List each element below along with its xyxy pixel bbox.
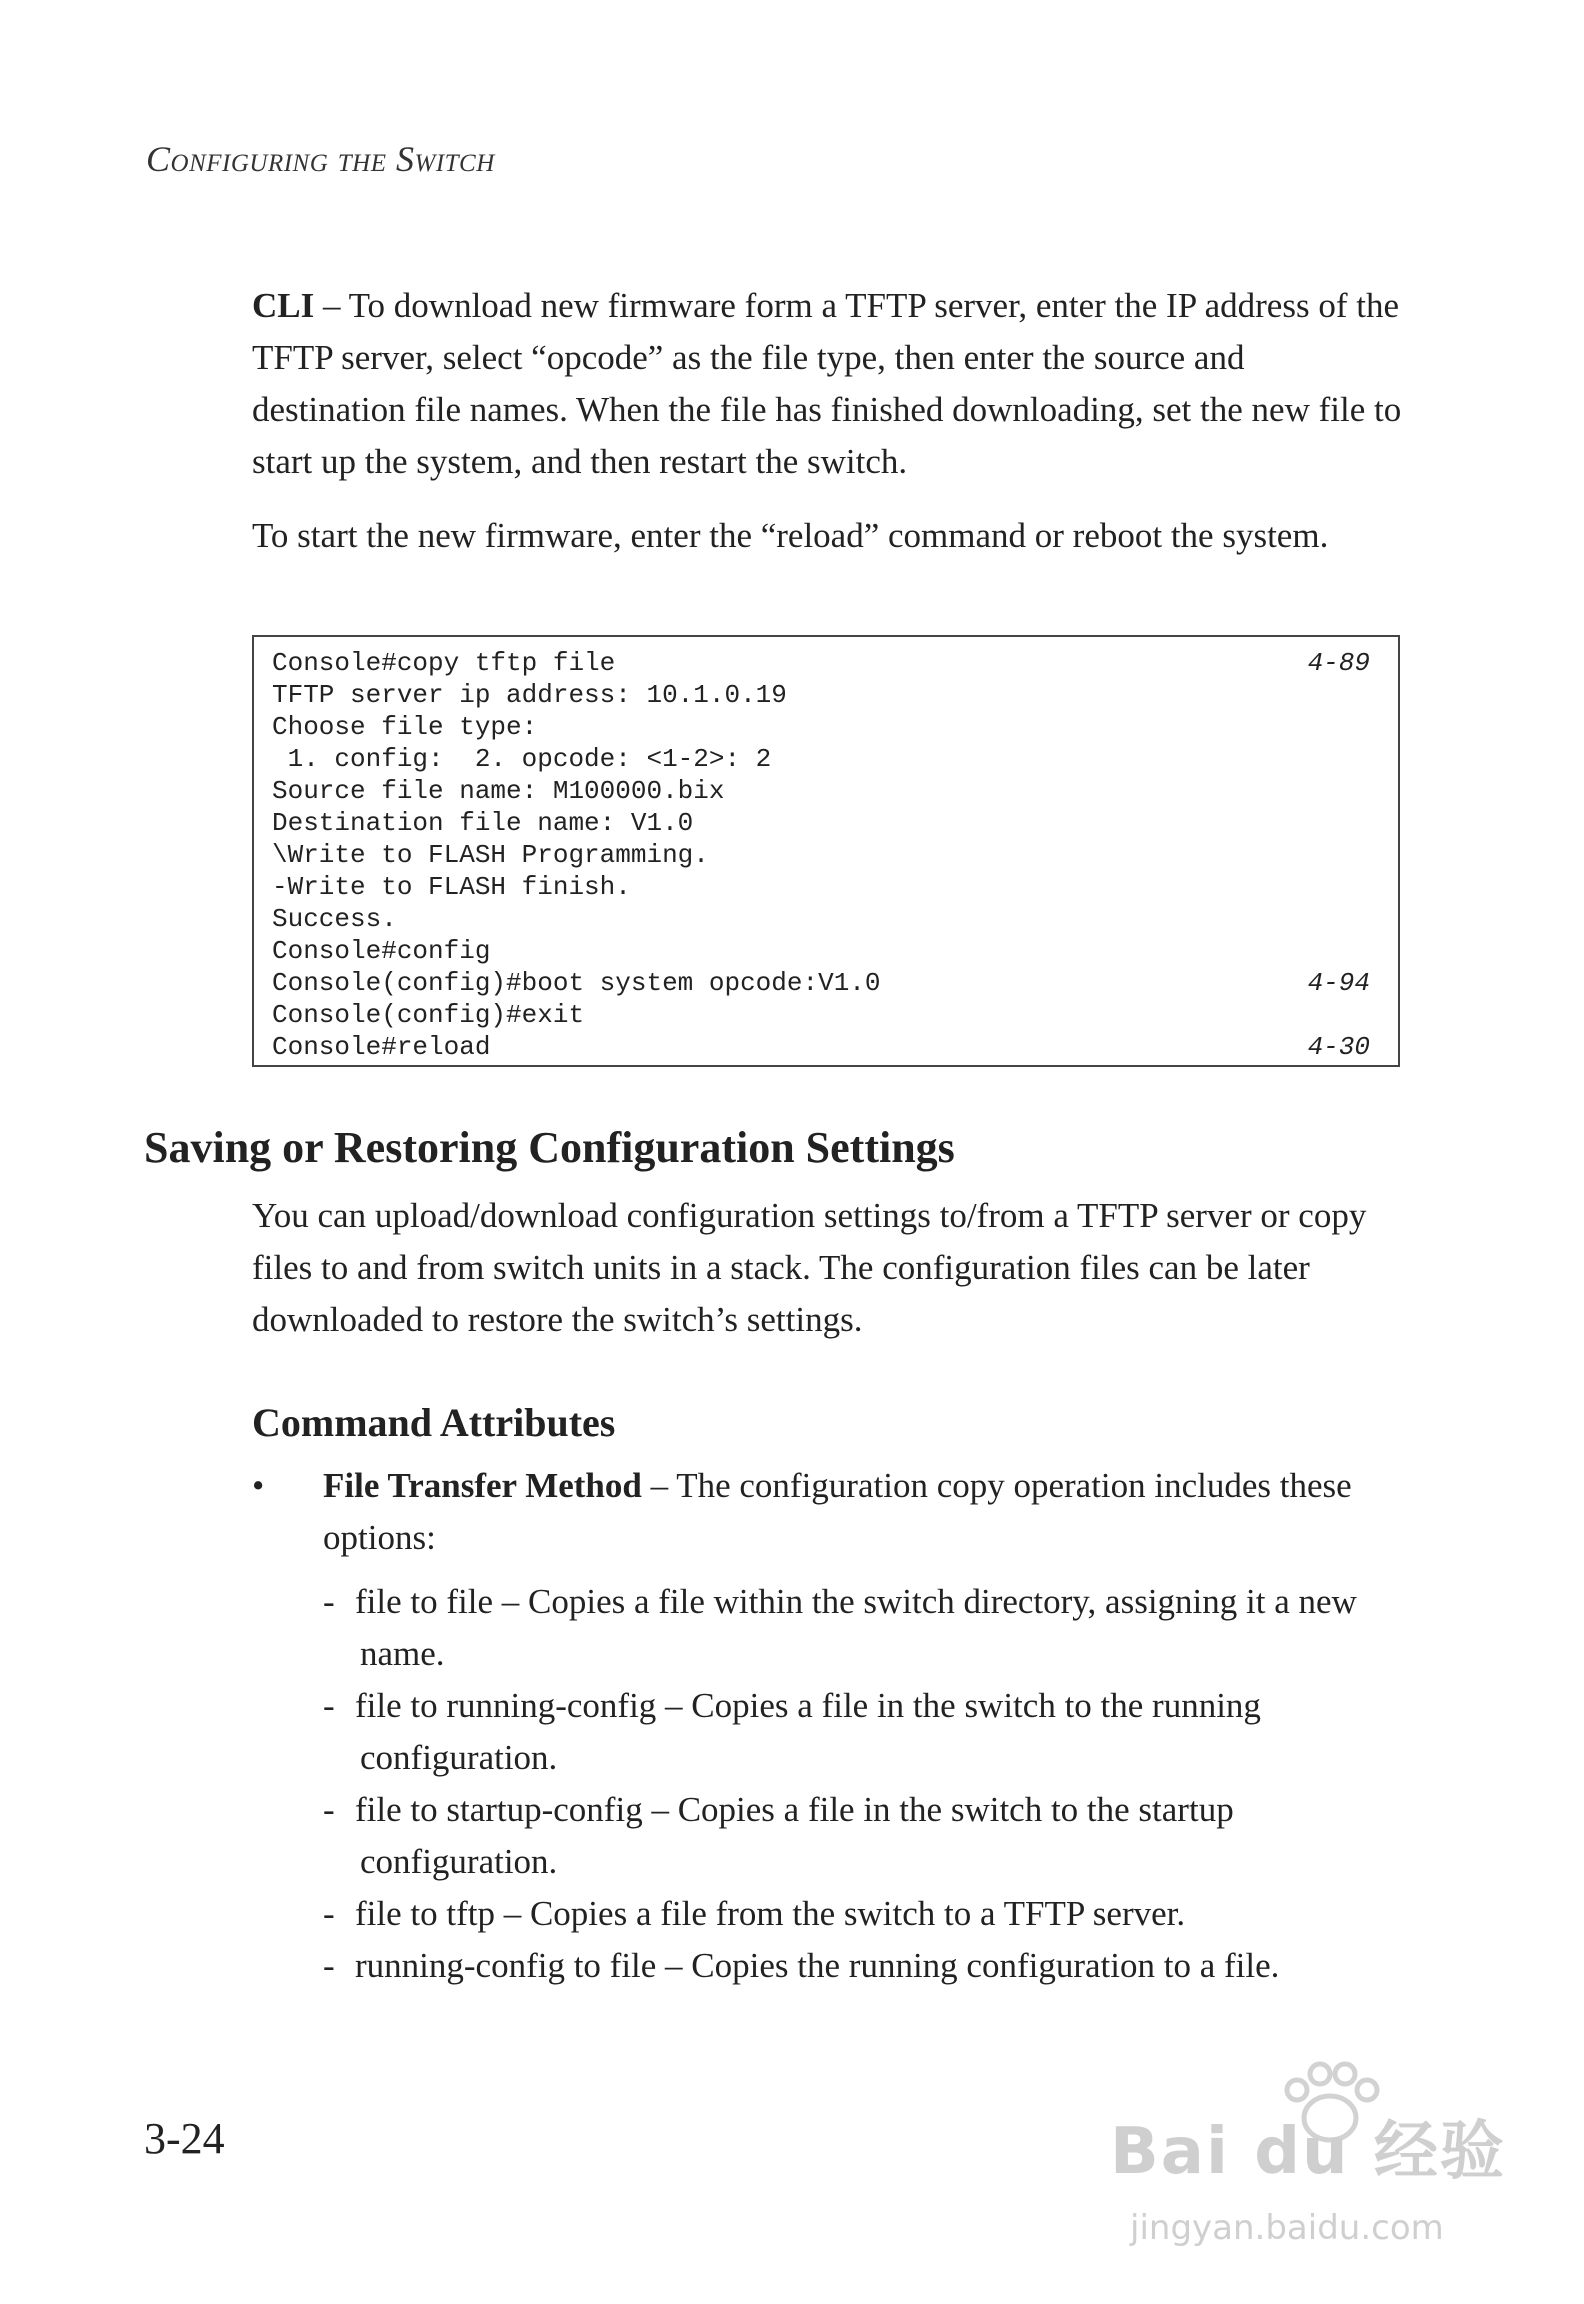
term: File Transfer Method [323,1466,642,1505]
command-reference: 4-30 [1307,1032,1370,1062]
cli-intro-text: – To download new firmware form a TFTP server, enter the IP address of the TFTP server, select “opcode” as the file type, then enter the source and destination file names. When the file has finished downloading, set the new file to start up the system, and then restart the switch. [252,286,1402,481]
code-line: Console#reload 4-30 [272,1032,1370,1062]
subsection-heading: Command Attributes [252,1400,616,1445]
dash-marker: - [323,1790,335,1829]
dash-marker: - [323,1686,335,1725]
dash-marker: - [323,1946,335,1985]
code-line: Success. [272,904,397,934]
code-line: Console(config)#exit [272,1000,585,1030]
code-line: Console#config [272,936,491,966]
term-description: – The configuration copy operation includes these options: [323,1466,1352,1557]
section-heading: Saving or Restoring Configuration Settings [144,1123,955,1172]
cli-paragraph [252,280,1402,488]
cli-label: CLI [252,286,315,325]
code-line: Source file name: M100000.bix [272,776,725,806]
watermark-brand: Bai du 经验 [1110,2115,1506,2189]
code-block [252,635,1400,1067]
code-line: 1. config: 2. opcode: <1-2>: 2 [272,744,772,774]
option-item: - file to running-config – Copies a file in the switch to the running configuration. [323,1680,1403,1784]
option-item: - running-config to file – Copies the running configuration to a file. [323,1940,1403,1992]
code-line: -Write to FLASH finish. [272,872,631,902]
file-transfer-method [323,1460,1413,1564]
dash-marker: - [323,1582,335,1621]
dash-marker: - [323,1894,335,1933]
reload-note: To start the new firmware, enter the “reload” command or reboot the system. [252,516,1329,555]
option-item: - file to file – Copies a file within the switch directory, assigning it a new name. [323,1576,1403,1680]
option-item: - file to tftp – Copies a file from the switch to a TFTP server. [323,1888,1403,1940]
code-line: Destination file name: V1.0 [272,808,694,838]
code-line: Console(config)#boot system opcode:V1.0 4-94 [272,968,1370,998]
code-line: Choose file type: [272,712,538,742]
code-line: Console#copy tftp file 4-89 [272,648,1370,678]
code-line: TFTP server ip address: 10.1.0.19 [272,680,787,710]
bullet-icon: • [252,1466,265,1505]
watermark-url: jingyan.baidu.com [1130,2208,1444,2248]
baidu-watermark [1110,2060,1510,2260]
command-reference: 4-89 [1307,648,1370,678]
running-header: Configuring the Switch [146,139,495,179]
command-reference: 4-94 [1307,968,1370,998]
page-number: 3-24 [144,2114,225,2163]
option-item: - file to startup-config – Copies a file in the switch to the startup configuration. [323,1784,1403,1888]
code-line: \Write to FLASH Programming. [272,840,709,870]
saving-body: You can upload/download configuration settings to/from a TFTP server or copy files to and from switch units in a stack. The configuration files can be later downloaded to restore the switch’s settings. [252,1196,1367,1339]
